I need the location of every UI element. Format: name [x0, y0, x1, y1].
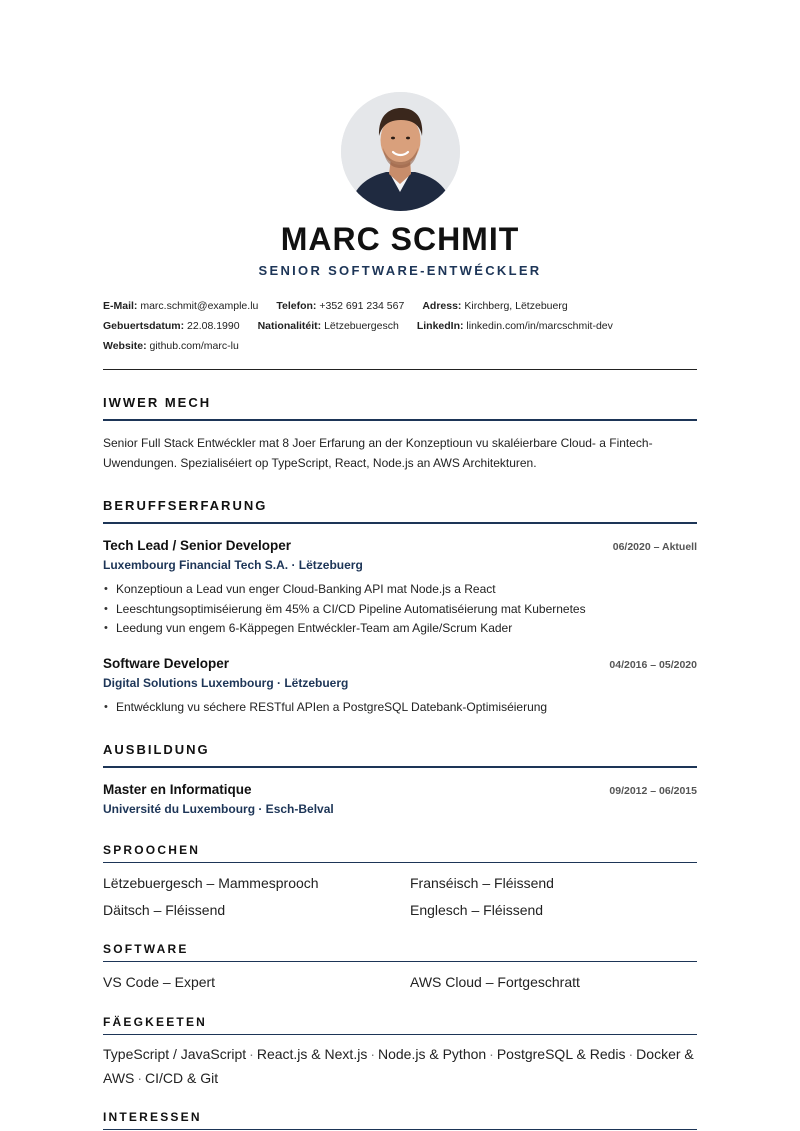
- contact-nationality: Nationalitéit: Lëtzebuergesch: [257, 320, 399, 332]
- profile-photo: [341, 92, 460, 211]
- skill-item: React.js & Next.js: [256, 1046, 368, 1062]
- job-header: [103, 656, 697, 671]
- skill-item: Node.js & Python: [378, 1046, 487, 1062]
- section-title-experience: BERUFFSERFARUNG: [103, 498, 697, 524]
- languages-list: [103, 870, 697, 924]
- section-title-skills: FÄEGKEETEN: [103, 1015, 697, 1035]
- job-header: [103, 538, 697, 553]
- skill-item: CI/CD & Git: [145, 1069, 219, 1086]
- skill-item: TypeScript / JavaScript: [103, 1046, 247, 1062]
- skill-item: Docker & AWS: [103, 1046, 694, 1086]
- contact-row: [103, 296, 697, 316]
- software-item: AWS Cloud – Fortgeschratt: [410, 974, 580, 990]
- section-title-interests: INTERESSEN: [103, 1110, 697, 1130]
- job-company: Digital Solutions Luxembourg · Lëtzebuerg: [103, 676, 349, 690]
- contact-row: [103, 316, 697, 336]
- contact-linkedin[interactable]: LinkedIn: linkedin.com/in/marcschmit-dev: [416, 320, 613, 332]
- section-title-education: AUSBILDUNG: [103, 742, 697, 768]
- list-item: • Leedung vun engem 6-Käppegen Entwéckler-Team am Agile/Scrum Kader: [103, 619, 697, 639]
- job-bullets: [103, 580, 697, 639]
- candidate-name: MARC SCHMIT: [280, 221, 520, 257]
- section-title-software: SOFTWARE: [103, 942, 697, 962]
- list-item: • Leeschtungsoptimiséierung ëm 45% a CI/CD Pipeline Automatiséierung mat Kubernetes: [103, 600, 697, 620]
- section-title-about: IWWER MECH: [103, 395, 697, 421]
- job-title: Tech Lead / Senior Developer: [103, 538, 292, 553]
- contact-phone[interactable]: Telefon: +352 691 234 567: [276, 300, 405, 312]
- contact-website[interactable]: Website: github.com/marc-lu: [103, 340, 239, 352]
- header-divider: [103, 369, 697, 370]
- section-title-languages: SPROOCHEN: [103, 843, 697, 863]
- candidate-role: SENIOR SOFTWARE-ENTWÉCKLER: [258, 263, 542, 278]
- contact-birthdate: Gebuertsdatum: 22.08.1990: [103, 320, 240, 332]
- job-bullets: [103, 698, 697, 718]
- language-item: Englesch – Fléissend: [410, 902, 544, 918]
- list-item: • Konzeptioun a Lead vun enger Cloud-Banking API mat Node.js a React: [103, 580, 697, 600]
- skills-list: TypeScript / JavaScript · React.js & Next.js · Node.js & Python · PostgreSQL & Redis · Docker & AWS · CI/CD & Git: [103, 1046, 694, 1086]
- software-list: [103, 969, 697, 996]
- software-item: VS Code – Expert: [103, 974, 216, 990]
- contact-email[interactable]: E-Mail: marc.schmit@example.lu: [103, 300, 259, 312]
- contact-info: [103, 296, 697, 356]
- job-date: 06/2020 – Aktuell: [612, 541, 697, 553]
- list-item: • Entwécklung vu séchere RESTful APIen a PostgreSQL Datebank-Optimiséierung: [103, 698, 697, 718]
- language-item: Lëtzebuergesch – Mammesprooch: [103, 875, 319, 891]
- skill-item: PostgreSQL & Redis: [496, 1046, 626, 1062]
- contact-address: Adress: Kirchberg, Lëtzebuerg: [422, 300, 568, 312]
- about-summary: Senior Full Stack Entwéckler mat 8 Joer Erfarung an der Konzeptioun vu skaléierbare Cloud- a Fintech-Uwendungen. Spezialiséiert op TypeScript, React, Node.js an AWS Architekturen.: [103, 436, 653, 470]
- contact-row: [103, 336, 697, 356]
- job-company: Luxembourg Financial Tech S.A. · Lëtzebuerg: [103, 558, 363, 572]
- job-title: Software Developer: [103, 656, 230, 671]
- language-item: Däitsch – Fléissend: [103, 902, 226, 918]
- language-item: Franséisch – Fléissend: [410, 875, 554, 891]
- education-school: Université du Luxembourg · Esch-Belval: [103, 802, 334, 816]
- degree-title: Master en Informatique: [103, 782, 252, 797]
- job-date: 04/2016 – 05/2020: [609, 659, 697, 671]
- education-date: 09/2012 – 06/2015: [609, 785, 697, 797]
- profile-photo-illustration: [341, 92, 460, 211]
- education-header: [103, 782, 697, 797]
